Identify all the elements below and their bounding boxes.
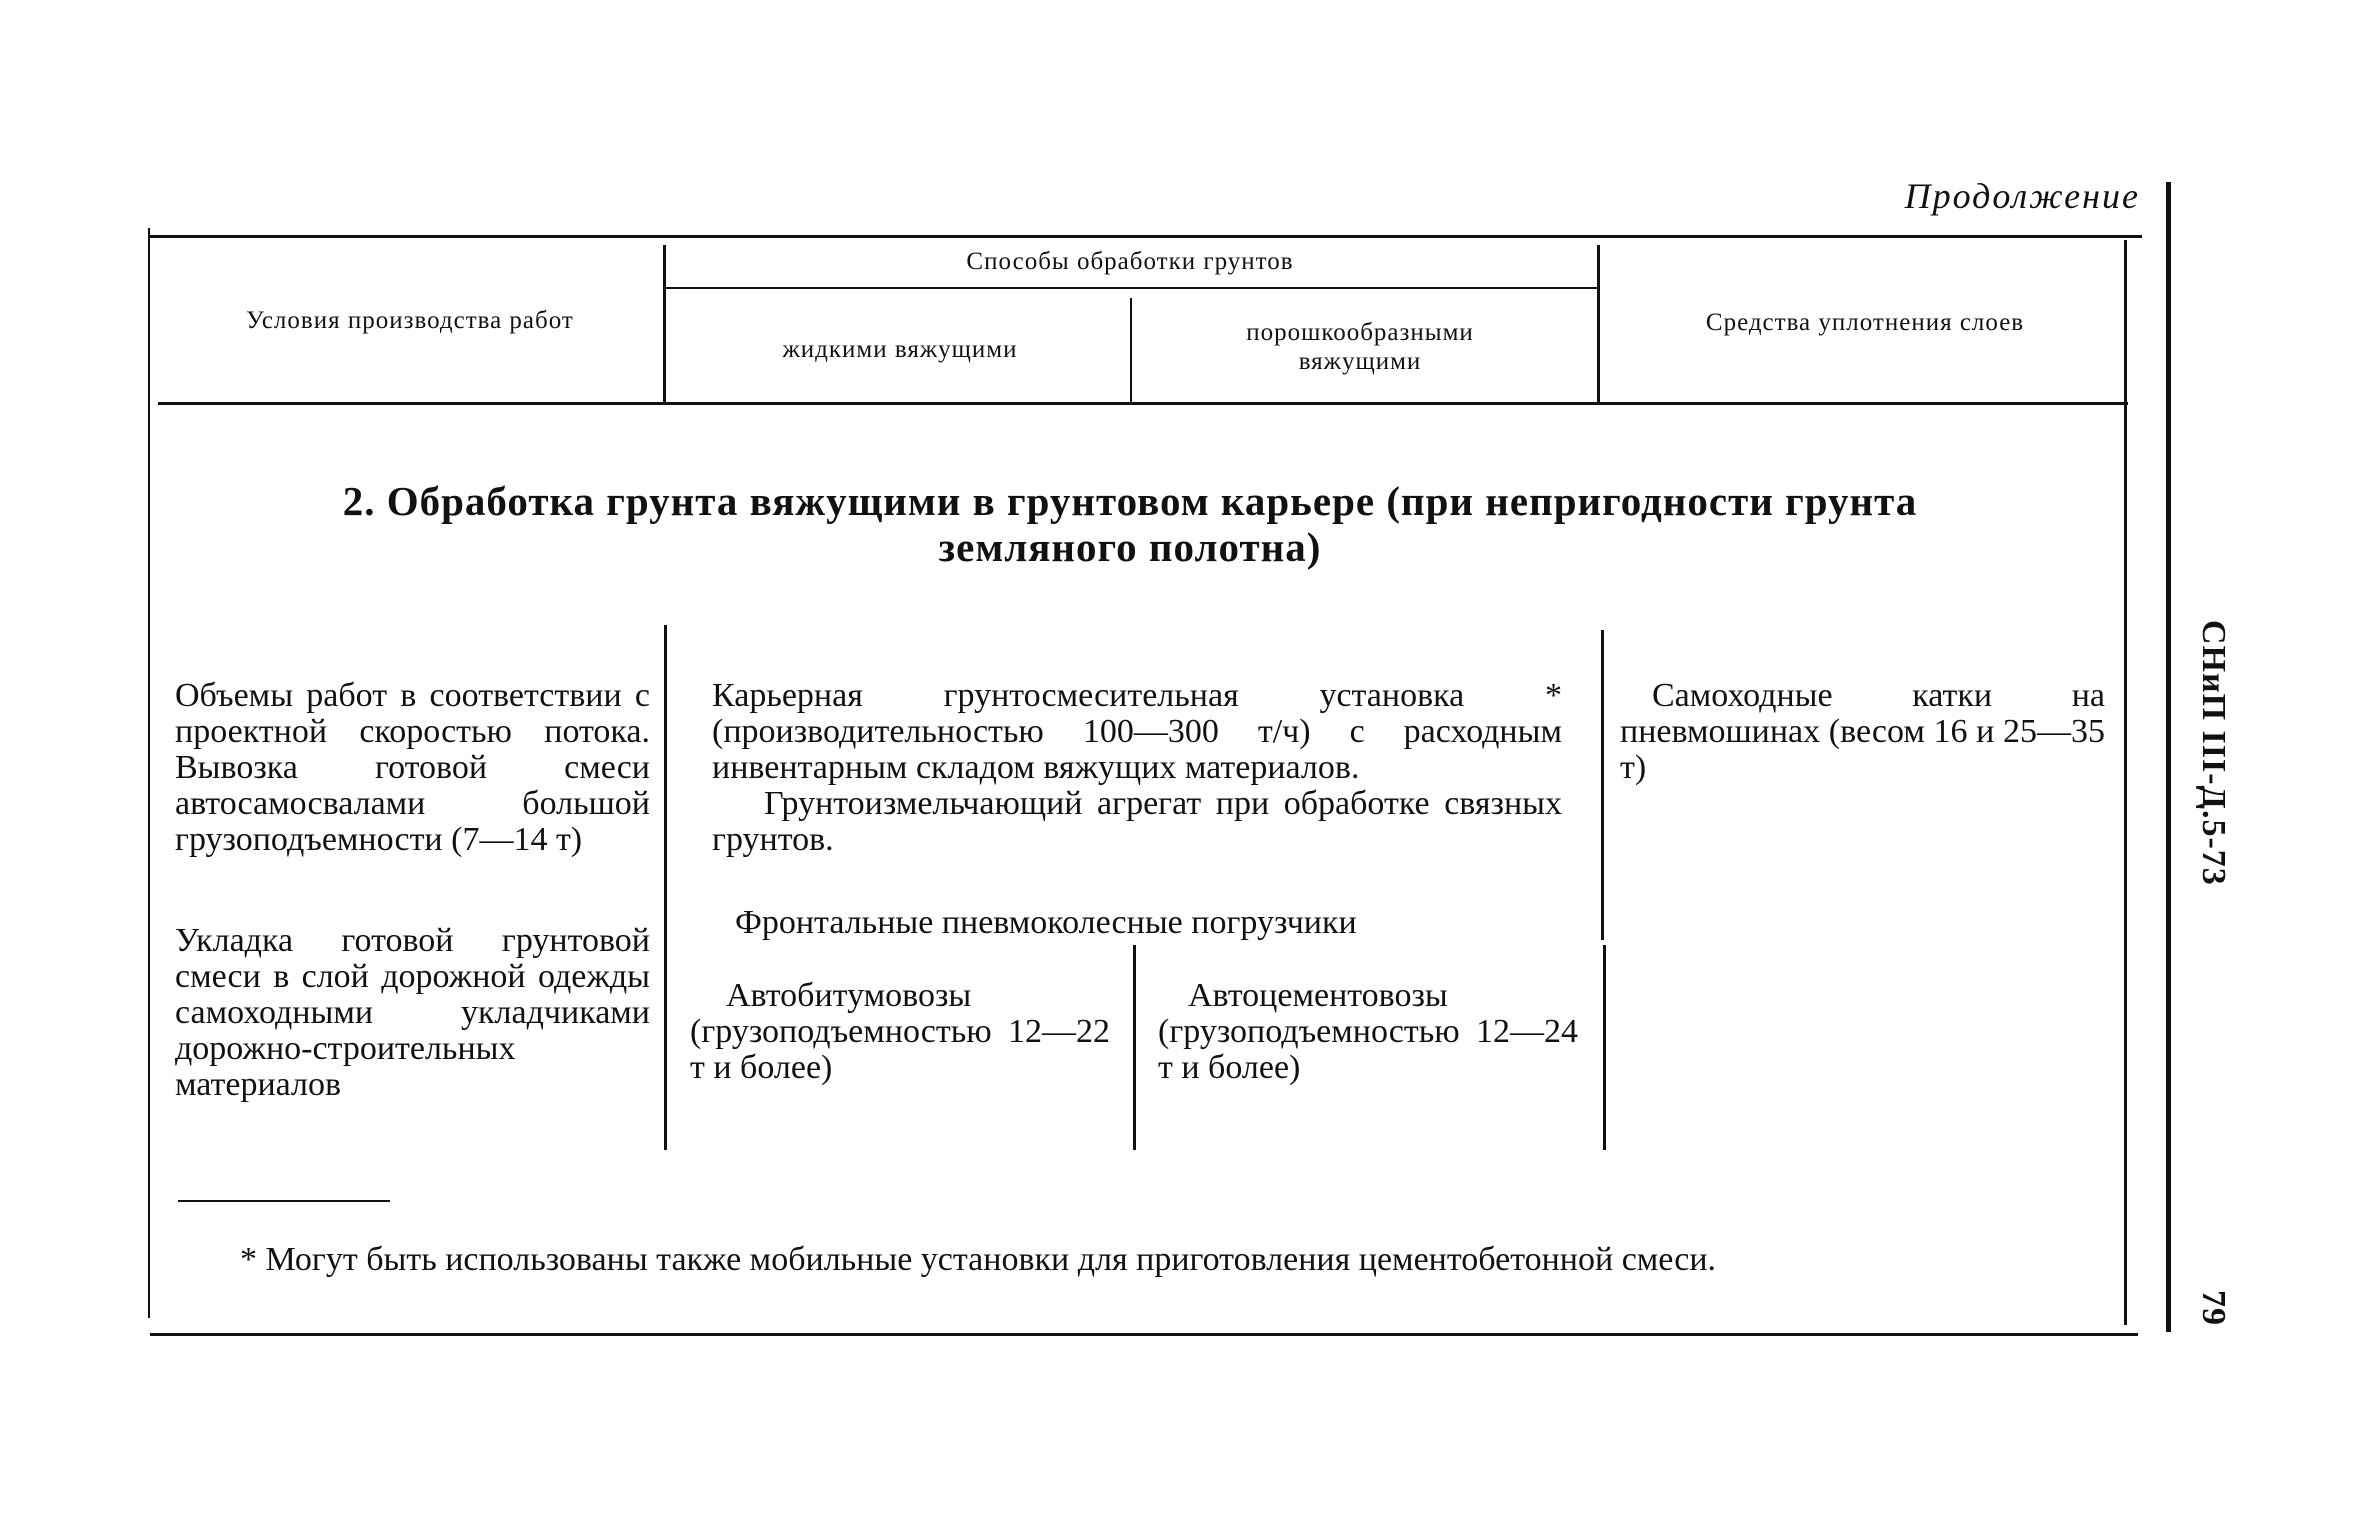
header-liquid-binders: жидкими вяжущими	[782, 336, 1018, 363]
rollers-cell	[1620, 678, 2105, 786]
side-rule	[2166, 182, 2171, 1332]
conditions-cell-1	[175, 678, 650, 858]
header-compaction: Средства уплотнения слоев	[1705, 309, 2025, 336]
continuation-note: Продолжение	[1904, 176, 2140, 216]
body-divider-right-lower	[1603, 945, 1606, 1150]
loaders-cell	[735, 905, 1585, 941]
header-divider-2	[1130, 298, 1132, 402]
plant-text-1: Карьерная грунтосмесительная установка * (производительностью 100—300 т/ч) с расходным инвентарным складом вяжущих материалов.	[712, 677, 1562, 786]
header-conditions: Условия производства работ	[246, 307, 574, 334]
footnote: * Могут быть использованы также мобильные установки для приготовления цементобетонной смеси.	[240, 1241, 1717, 1278]
table-top-border	[150, 235, 2142, 238]
body-divider-left	[664, 625, 667, 1150]
footnote-rule	[178, 1200, 390, 1202]
doc-code: СНиП III-Д.5-73	[2195, 620, 2232, 886]
header-group-rule	[665, 287, 1597, 289]
cement-trucks-text: Автоцементовозы (грузоподъемностью 12—24 т и более)	[1158, 977, 1578, 1086]
body-divider-right-upper	[1601, 630, 1604, 940]
bitumen-trucks-cell	[690, 978, 1110, 1086]
plant-text-2: Грунтоизмельчающий агрегат при обработке связных грунтов.	[712, 785, 1562, 858]
conditions-text-2: Укладка готовой грунтовой смеси в слой дорожной одежды самоходными укладчиками дорожно-строительных материалов	[175, 922, 650, 1103]
section-title: 2. Обработка грунта вяжущими в грунтовом карьере (при непригодности грунта земляного полотна)	[342, 478, 1918, 570]
header-divider-1	[663, 245, 666, 403]
conditions-cell-2	[175, 923, 650, 1103]
conditions-text-1: Объемы работ в соответствии с проектной скоростью потока. Вывозка готовой смеси автосамосвалами большой грузоподъемности (7—14 т)	[175, 677, 650, 858]
header-divider-3	[1597, 245, 1600, 403]
loaders-text: Фронтальные пневмоколесные погрузчики	[735, 904, 1357, 941]
plant-cell	[712, 678, 1562, 858]
cement-trucks-cell	[1158, 978, 1578, 1086]
table-bottom-border	[150, 1333, 2138, 1336]
header-powder-binders: порошкообразными вяжущими	[1246, 319, 1474, 375]
body-divider-trucks	[1133, 945, 1136, 1150]
bitumen-trucks-text: Автобитумовозы (грузоподъемностью 12—22 т и более)	[690, 977, 1110, 1086]
header-bottom-rule	[158, 402, 2128, 405]
header-methods-group: Способы обработки грунтов	[966, 248, 1294, 275]
table-left-border	[148, 228, 150, 1318]
rollers-text: Самоходные катки на пневмошинах (весом 16 и 25—35 т)	[1620, 677, 2105, 786]
page-number: 79	[2195, 1290, 2232, 1326]
